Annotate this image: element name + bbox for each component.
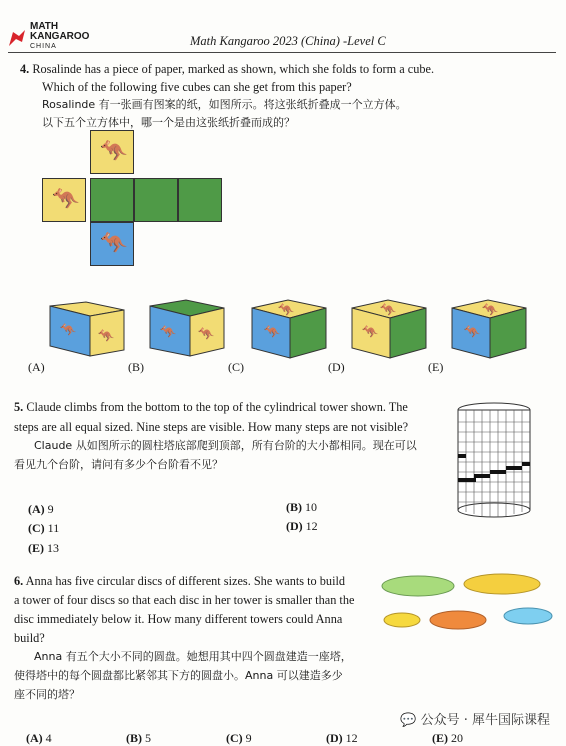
q4-option-e-label: (E) xyxy=(428,360,444,374)
net-face-right1 xyxy=(134,178,178,222)
q6-option-a-label: (A) xyxy=(26,731,43,745)
q4-option-c-label: (C) xyxy=(228,360,244,374)
q6-option-e-value: 20 xyxy=(451,731,463,745)
svg-text:🦘: 🦘 xyxy=(362,324,379,339)
svg-text:🦘: 🦘 xyxy=(98,328,115,343)
page-header-title: Math Kangaroo 2023 (China) -Level C xyxy=(190,34,386,48)
q6-en-line2: a tower of four discs so that each disc in her tower is smaller than the xyxy=(14,593,355,607)
q5-option-e-value: 13 xyxy=(47,541,59,555)
q6-option-c[interactable] xyxy=(226,731,252,746)
q5-option-b[interactable] xyxy=(286,500,317,515)
q6-option-c-value: 9 xyxy=(245,731,252,745)
net-face-left xyxy=(42,178,86,222)
svg-text:🦘: 🦘 xyxy=(198,326,215,341)
q6-option-e-label: (E) xyxy=(432,731,448,745)
kangaroo-icon: 🦘 xyxy=(100,138,128,163)
q4-text-line1 xyxy=(20,60,434,79)
q5-number: 5. xyxy=(14,400,24,414)
q4-option-d-label: (D) xyxy=(328,360,345,374)
logo-text xyxy=(30,22,89,52)
q6-option-a[interactable] xyxy=(26,731,52,746)
q6-en-line1: Anna has five circular discs of different sizes. She wants to build xyxy=(25,574,346,588)
q4-cn-line1: Rosalinde 有一张画有图案的纸，如图所示。将这张纸折叠成一个立方体。 xyxy=(42,98,407,111)
cube-options: 🦘 🦘 🦘 🦘 🦘 🦘🦘 🦘🦘 🦘🦘 xyxy=(20,292,560,382)
q6-option-b-value: 5 xyxy=(145,731,151,745)
q6-option-b[interactable] xyxy=(126,731,151,746)
q6-option-b-label: (B) xyxy=(126,731,142,745)
q4-en-line2: Which of the following five cubes can she get from this paper? xyxy=(42,80,352,94)
svg-text:🦘: 🦘 xyxy=(264,324,281,339)
cube-net xyxy=(42,130,242,270)
q5-option-e[interactable] xyxy=(28,541,59,556)
svg-text:🦘: 🦘 xyxy=(464,324,481,339)
q6-cn-line2: 使得塔中的每个圆盘都比紧邻其下方的圆盘小。Anna 可以建造多少 xyxy=(14,669,343,682)
q6-option-d-label: (D) xyxy=(326,731,343,745)
watermark-text: 公众号 · 犀牛国际课程 xyxy=(420,713,550,728)
cylindrical-tower xyxy=(452,402,536,520)
net-face-top xyxy=(90,130,134,174)
q4-number: 4. xyxy=(20,62,30,76)
svg-text:🦘: 🦘 xyxy=(482,302,499,317)
q5-text-line1 xyxy=(14,398,444,417)
q5-en-line1: Claude climbs from the bottom to the top of the cylindrical tower shown. The xyxy=(26,400,408,414)
q5-option-c-value: 11 xyxy=(47,521,60,535)
kangaroo-icon: 🦘 xyxy=(52,186,80,211)
q5-option-a[interactable] xyxy=(28,502,54,517)
q5-option-a-value: 9 xyxy=(47,502,54,516)
q6-en-line3: disc immediately below it. How many different towers could Anna xyxy=(14,612,343,626)
q5-en-line2: steps are all equal sized. Nine steps are visible. How many steps are not visible? xyxy=(14,420,409,434)
svg-text:🦘: 🦘 xyxy=(160,324,177,339)
q4-cn-line2: 以下五个立方体中，哪一个是由这张纸折叠而成的？ xyxy=(42,116,295,129)
q5-option-c-label: (C) xyxy=(28,521,45,535)
q5-option-e-label: (E) xyxy=(28,541,44,555)
kangaroo-logo-icon xyxy=(7,28,27,48)
q6-cn-line3: 座不同的塔？ xyxy=(14,688,80,701)
q5-option-d-label: (D) xyxy=(286,519,303,533)
q6-option-c-label: (C) xyxy=(226,731,243,745)
q6-text-line1 xyxy=(14,572,345,591)
q6-option-d[interactable] xyxy=(326,731,358,746)
header-divider xyxy=(8,52,556,53)
q5-option-d[interactable] xyxy=(286,519,318,534)
q4-option-b-label: (B) xyxy=(128,360,144,374)
net-face-right2 xyxy=(178,178,222,222)
svg-text:🦘: 🦘 xyxy=(278,302,295,317)
q4-en-line1: Rosalinde has a piece of paper, marked as shown, which she folds to form a cube. xyxy=(32,62,435,76)
q6-en-line4: build? xyxy=(14,631,45,645)
q6-option-a-value: 4 xyxy=(45,731,52,745)
q5-option-c[interactable] xyxy=(28,521,59,536)
q6-cn-line1: Anna 有五个大小不同的圆盘。她想用其中四个圆盘建造一座塔， xyxy=(34,650,352,663)
q6-option-e[interactable] xyxy=(432,731,463,746)
q5-option-d-value: 12 xyxy=(305,519,318,533)
net-face-bottom xyxy=(90,222,134,266)
q5-option-b-label: (B) xyxy=(286,500,302,514)
q5-option-a-label: (A) xyxy=(28,502,45,516)
logo-line-2: KANGAROO xyxy=(30,31,90,42)
logo-line-1: MATH xyxy=(30,21,59,32)
q5-option-b-value: 10 xyxy=(305,500,317,514)
q6-option-d-value: 12 xyxy=(345,731,358,745)
logo-line-3: CHINA xyxy=(30,43,57,50)
svg-text:🦘: 🦘 xyxy=(380,302,397,317)
q4-option-a-label: (A) xyxy=(28,360,45,374)
net-face-center xyxy=(90,178,134,222)
watermark xyxy=(400,709,550,728)
q5-cn-line2: 看见九个台阶，请问有多少个台阶看不见？ xyxy=(14,458,223,471)
discs-figure xyxy=(380,572,560,636)
svg-text:🦘: 🦘 xyxy=(60,322,77,337)
wechat-icon: 💬 xyxy=(400,713,417,728)
q6-number: 6. xyxy=(14,574,24,588)
q5-cn-line1: Claude 从如图所示的圆柱塔底部爬到顶部，所有台阶的大小都相同。现在可以 xyxy=(34,439,417,452)
kangaroo-icon: 🦘 xyxy=(100,230,128,255)
